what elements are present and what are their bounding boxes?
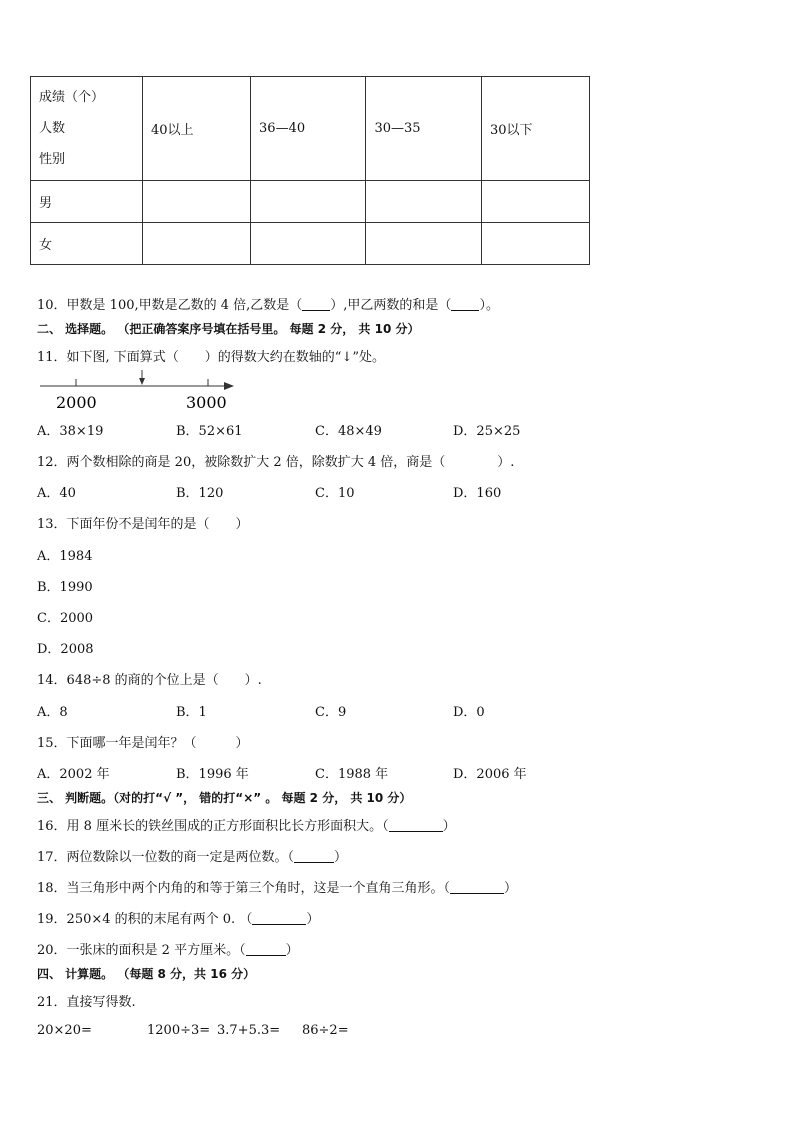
option-d[interactable]: D．25×25	[453, 424, 521, 439]
score-table	[30, 76, 590, 265]
section-3-heading: 三、 判断题。（对的打“√ ”， 错的打“×” 。 每题 2 分， 共 10 分）	[37, 791, 412, 805]
option-d[interactable]: D．2008	[37, 642, 94, 657]
table-cell[interactable]	[143, 223, 251, 265]
section-4-heading: 四、 计算题。 （每题 8 分，共 16 分）	[37, 967, 256, 981]
option-c[interactable]: C．48×49	[315, 424, 382, 439]
table-col-header: 36—40	[251, 77, 366, 181]
option-b[interactable]: B．1996 年	[176, 767, 249, 782]
question-20: 20．一张床的面积是 2 平方厘米。（ ）	[37, 943, 299, 958]
question-10: 10．甲数是 100,甲数是乙数的 4 倍,乙数是（ ）,甲乙两数的和是（ ）。	[37, 298, 499, 313]
option-b[interactable]: B．1990	[37, 580, 93, 595]
option-d[interactable]: D．2006 年	[453, 767, 527, 782]
table-col-header: 40以上	[143, 77, 251, 181]
table-cell[interactable]	[481, 181, 589, 223]
option-a[interactable]: A．8	[37, 705, 68, 720]
option-a[interactable]: A．38×19	[37, 424, 104, 439]
option-d[interactable]: D．160	[453, 486, 502, 501]
table-col-header: 30—35	[366, 77, 481, 181]
option-a[interactable]: A．40	[37, 486, 76, 501]
table-col-header: 30以下	[481, 77, 589, 181]
question-21: 21．直接写得数.	[37, 995, 136, 1010]
down-arrow-head	[139, 378, 145, 385]
answer-blank[interactable]	[246, 943, 286, 956]
question-16: 16．用 8 厘米长的铁丝围成的正方形面积比长方形面积大。（ ）	[37, 819, 456, 834]
table-row-label: 男	[31, 181, 143, 223]
option-b[interactable]: B．120	[176, 486, 224, 501]
question-19: 19．250×4 的积的末尾有两个 0. （ ）	[37, 912, 320, 927]
question-11: 11．如下图, 下面算式（ ）的得数大约在数轴的“↓”处。	[37, 350, 385, 365]
table-cell[interactable]	[251, 181, 366, 223]
table-row-label: 女	[31, 223, 143, 265]
option-d[interactable]: D．0	[453, 705, 485, 720]
number-line	[38, 368, 238, 412]
option-c[interactable]: C．2000	[37, 611, 94, 626]
axis-label-right: 3000	[186, 393, 227, 412]
answer-blank[interactable]	[294, 850, 334, 863]
option-b[interactable]: B．52×61	[176, 424, 243, 439]
question-12: 12．两个数相除的商是 20，被除数扩大 2 倍，除数扩大 4 倍，商是（ ）.	[37, 455, 515, 470]
answer-blank[interactable]	[451, 298, 479, 311]
answer-blank[interactable]	[450, 881, 504, 894]
question-17: 17．两位数除以一位数的商一定是两位数。（ ）	[37, 850, 348, 865]
axis-label-left: 2000	[56, 393, 97, 412]
question-18: 18．当三角形中两个内角的和等于第三个角时，这是一个直角三角形。（ ）	[37, 881, 518, 896]
calc-item: 3.7+5.3=	[217, 1023, 281, 1038]
option-c[interactable]: C．10	[315, 486, 355, 501]
axis-arrowhead	[224, 382, 234, 390]
calc-item: 1200÷3=	[147, 1023, 211, 1038]
table-header-cell: 成绩（个） 人数 性别	[31, 77, 143, 181]
section-2-heading: 二、 选择题。 （把正确答案序号填在括号里。 每题 2 分， 共 10 分）	[37, 322, 420, 336]
answer-blank[interactable]	[252, 912, 306, 925]
answer-blank[interactable]	[389, 819, 443, 832]
question-13: 13．下面年份不是闰年的是（ ）	[37, 517, 249, 532]
table-cell[interactable]	[143, 181, 251, 223]
option-b[interactable]: B．1	[176, 705, 207, 720]
question-14: 14．648÷8 的商的个位上是（ ）.	[37, 673, 262, 688]
table-cell[interactable]	[366, 223, 481, 265]
option-c[interactable]: C．9	[315, 705, 347, 720]
table-cell[interactable]	[366, 181, 481, 223]
calc-item: 20×20=	[37, 1023, 92, 1038]
table-cell[interactable]	[481, 223, 589, 265]
answer-blank[interactable]	[302, 298, 330, 311]
calc-item: 86÷2=	[302, 1023, 349, 1038]
option-c[interactable]: C．1988 年	[315, 767, 389, 782]
option-a[interactable]: A．1984	[37, 549, 93, 564]
option-a[interactable]: A．2002 年	[37, 767, 110, 782]
table-cell[interactable]	[251, 223, 366, 265]
question-15: 15．下面哪一年是闰年？（ ）	[37, 736, 249, 751]
